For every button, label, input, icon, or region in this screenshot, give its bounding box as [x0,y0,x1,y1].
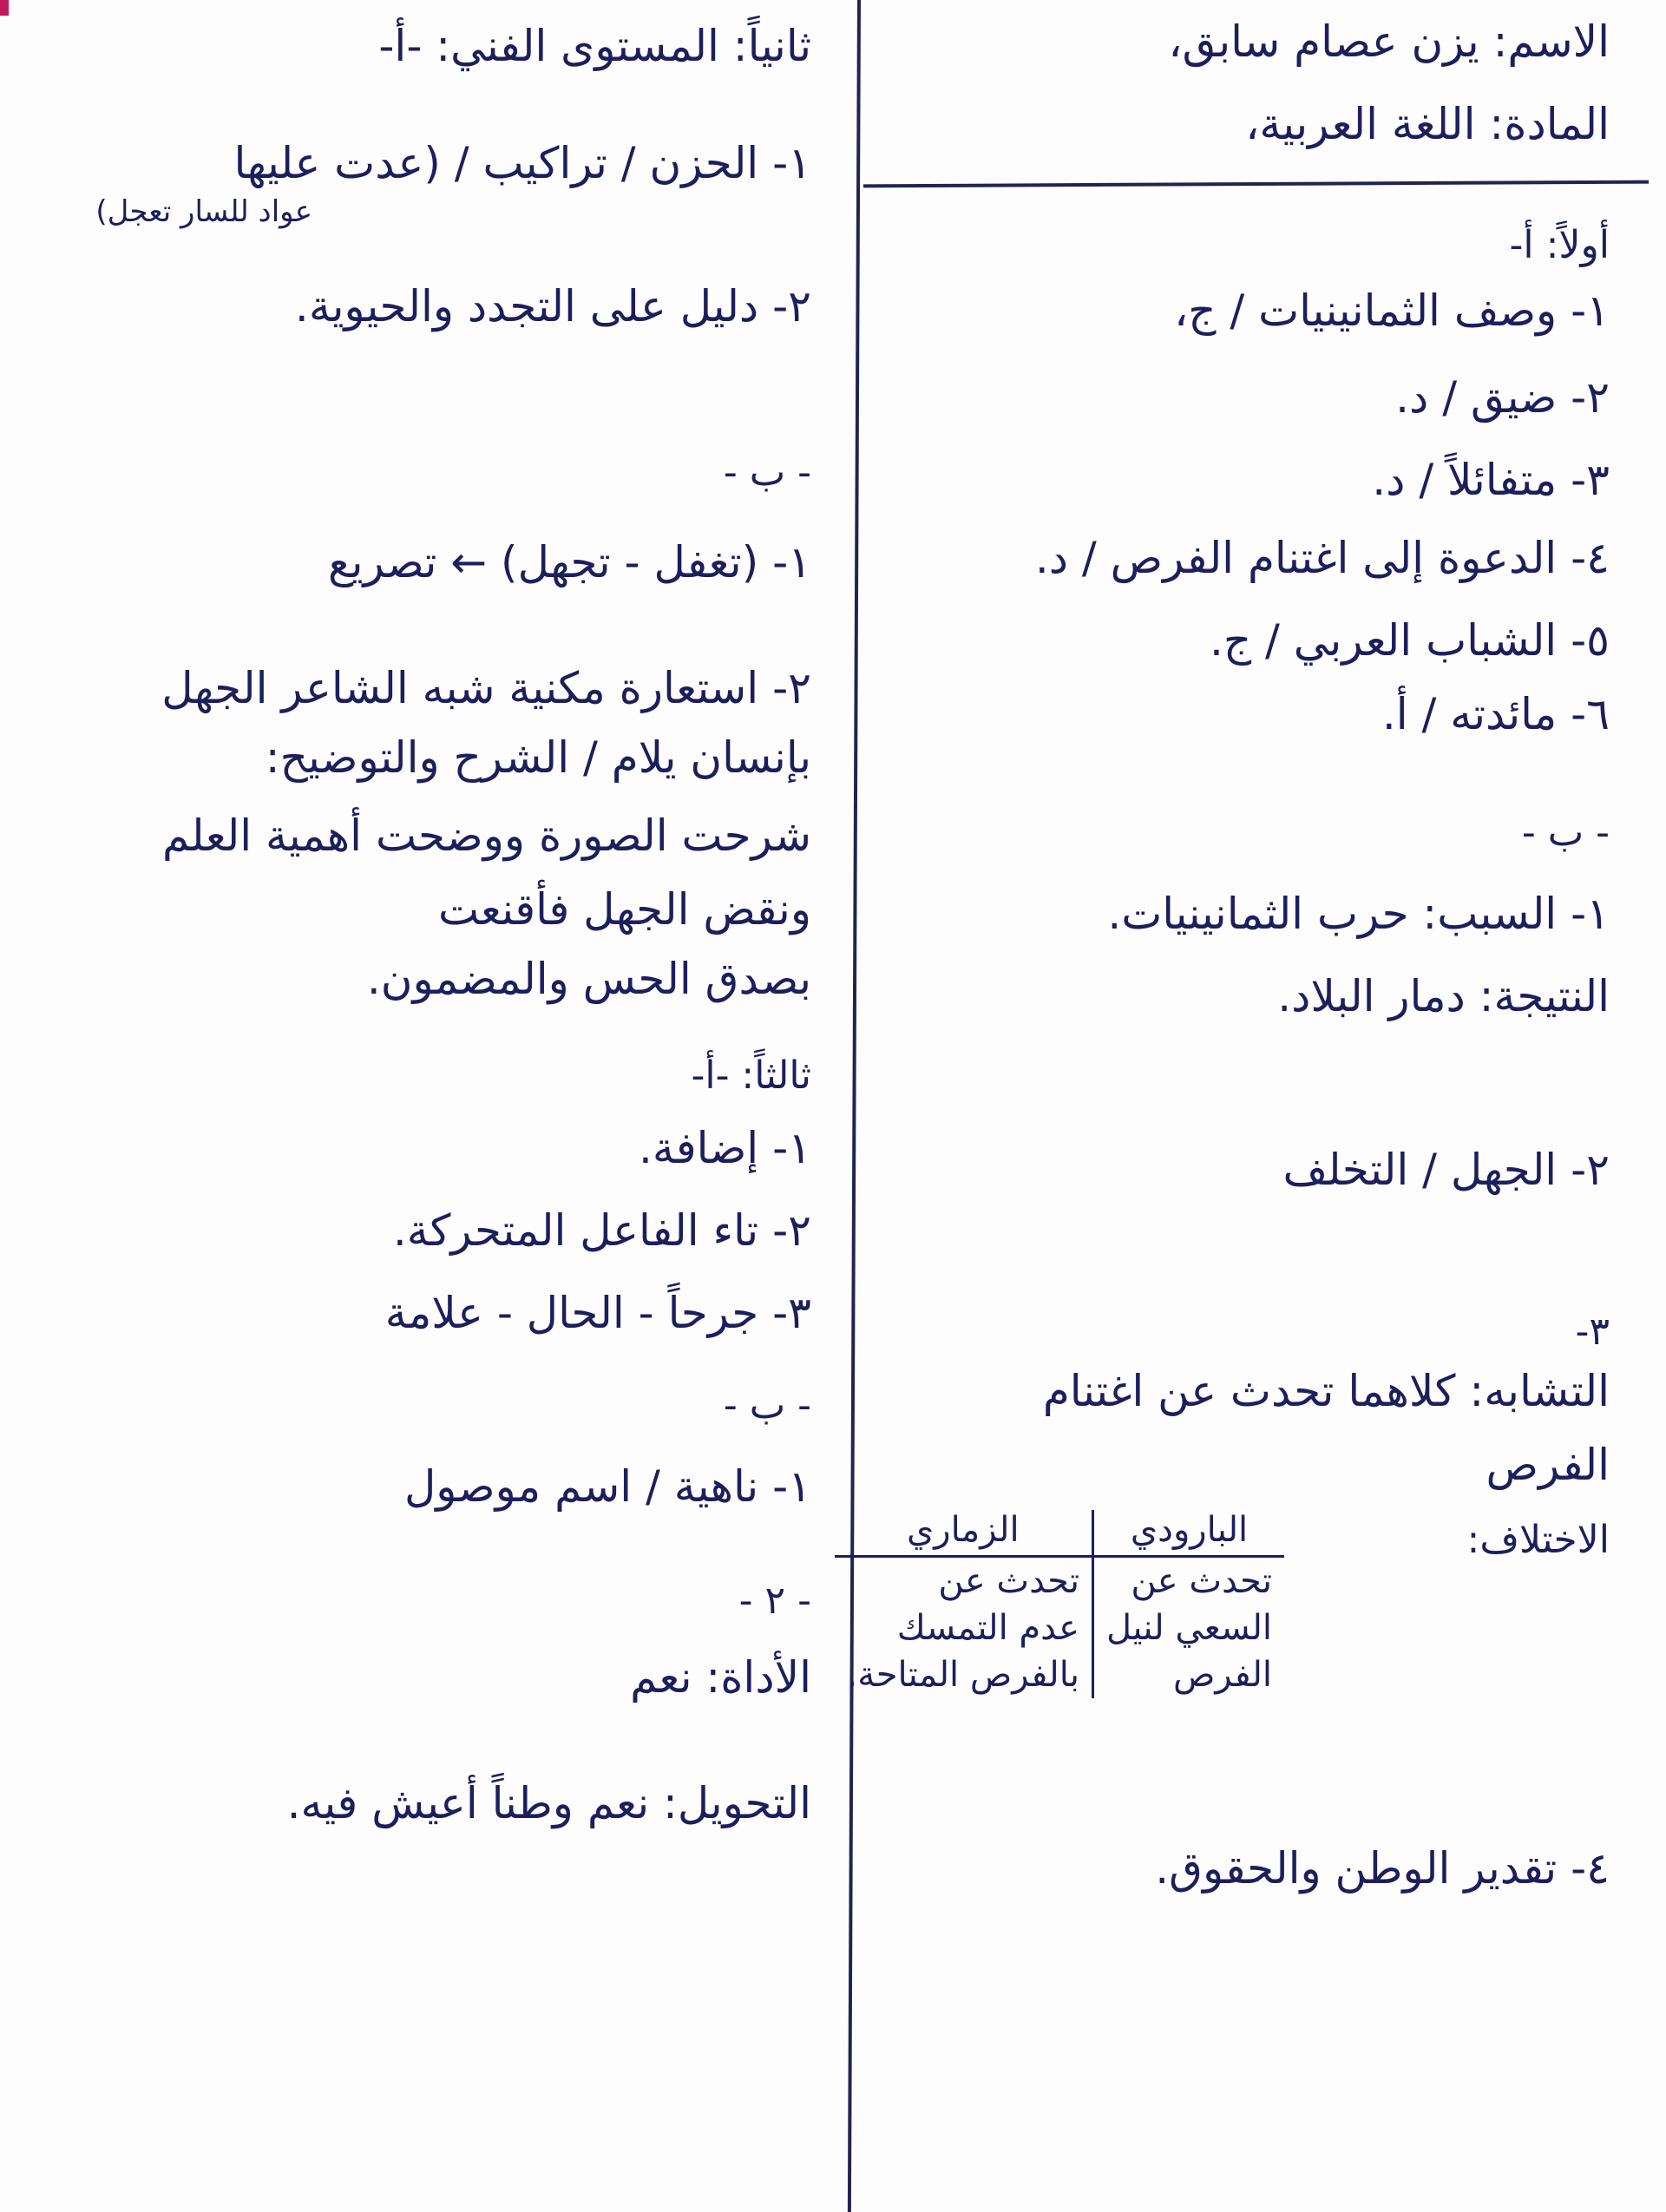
difference-label: الاختلاف: [1466,1518,1610,1562]
table-row [835,1605,1284,1651]
q1-a-answer-1: ١- وصف الثمانينيات / ج، [1174,286,1610,336]
table-cell: الفرص [1093,1651,1284,1698]
q2-b-2-line-2: بإنسان يلام / الشرح والتوضيح: [265,732,811,783]
table-row [835,1651,1284,1698]
table-cell: تحدث عن [1093,1557,1284,1605]
student-name: الاسم: يزن عصام سابق، [1168,16,1610,67]
q1-4: ٤- تقدير الوطن والحقوق. [1155,1843,1610,1894]
table-row [835,1557,1284,1605]
comparison-table [835,1510,1284,1698]
q1-a-answer-5: ٥- الشباب العربي / ج. [1209,615,1610,666]
q2-title: ثانياً: المستوى الفني: -أ- [378,21,811,71]
q1-b-2: ٢- الجهل / التخلف [1282,1145,1610,1195]
q3-b-1: ١- ناهية / اسم موصول [403,1461,811,1512]
q3-b-2-number: - ٢ - [738,1579,811,1623]
q3-a-answer-2: ٢- تاء الفاعل المتحركة. [392,1205,811,1256]
q2-b-1: ١- (تغفل - تجهل) ← تصريع [327,537,811,587]
q1-c-number: ٣- [1575,1309,1610,1354]
q1-b-result: النتيجة: دمار البلاد. [1277,971,1610,1021]
q1-a-answer-4: ٤- الدعوة إلى اغتنام الفرص / د. [1034,533,1610,583]
table-cell: السعي لنيل [1093,1605,1284,1651]
q2-b-title: - ب - [723,450,811,495]
table-header: البارودي [1093,1510,1284,1557]
q2-a-1: ١- الحزن / تراكيب / (عدت عليها [233,138,811,188]
table-cell: عدم التمسك [896,1608,1080,1648]
q2-b-2-line-3: شرحت الصورة ووضحت أهمية العلم [162,811,811,861]
header-rule [863,181,1649,188]
table-cell: تحدث عن [938,1561,1080,1601]
table-cell: بالفرص المتاحة. [846,1655,1080,1695]
q2-b-2-line-4: ونقض الجهل فأقنعت [437,884,811,935]
q1-b-title: - ب - [1521,811,1610,855]
similarity-continued: الفرص [1486,1440,1610,1490]
table-header: الزماري [835,1510,1093,1557]
q2-a-2: ٢- دليل على التجدد والحيوية. [294,281,811,331]
similarity-text: التشابه: كلاهما تحدث عن اغتنام [1042,1366,1610,1416]
q3-b-title: - ب - [723,1383,811,1428]
q2-b-2-line-5: بصدق الحس والمضمون. [366,954,811,1004]
subject-name: المادة: اللغة العربية، [1245,99,1610,149]
q3-b-2-tool: الأداة: نعم [630,1652,811,1703]
q1-a-title: أولاً: أ- [1509,223,1610,267]
corner-mark [0,0,9,16]
column-divider [848,0,861,2212]
q1-a-answer-2: ٢- ضيق / د. [1395,372,1610,423]
q1-b-cause: ١- السبب: حرب الثمانينيات. [1107,889,1610,939]
q3-b-2-transform: التحويل: نعم وطناً أعيش فيه. [286,1778,811,1828]
q3-a-answer-1: ١- إضافة. [639,1123,811,1173]
q2-b-2-line-1: ٢- استعارة مكنية شبه الشاعر الجهل [161,663,811,713]
q3-a-answer-3: ٣- جرحاً - الحال - علامة [384,1288,811,1338]
q2-a-1-note: عواد للسار تعجل) [95,194,312,229]
q3-title: ثالثاً: -أ- [691,1053,811,1098]
q1-a-answer-3: ٣- متفائلاً / د. [1372,455,1610,505]
q1-a-answer-6: ٦- مائدته / أ. [1381,689,1610,739]
